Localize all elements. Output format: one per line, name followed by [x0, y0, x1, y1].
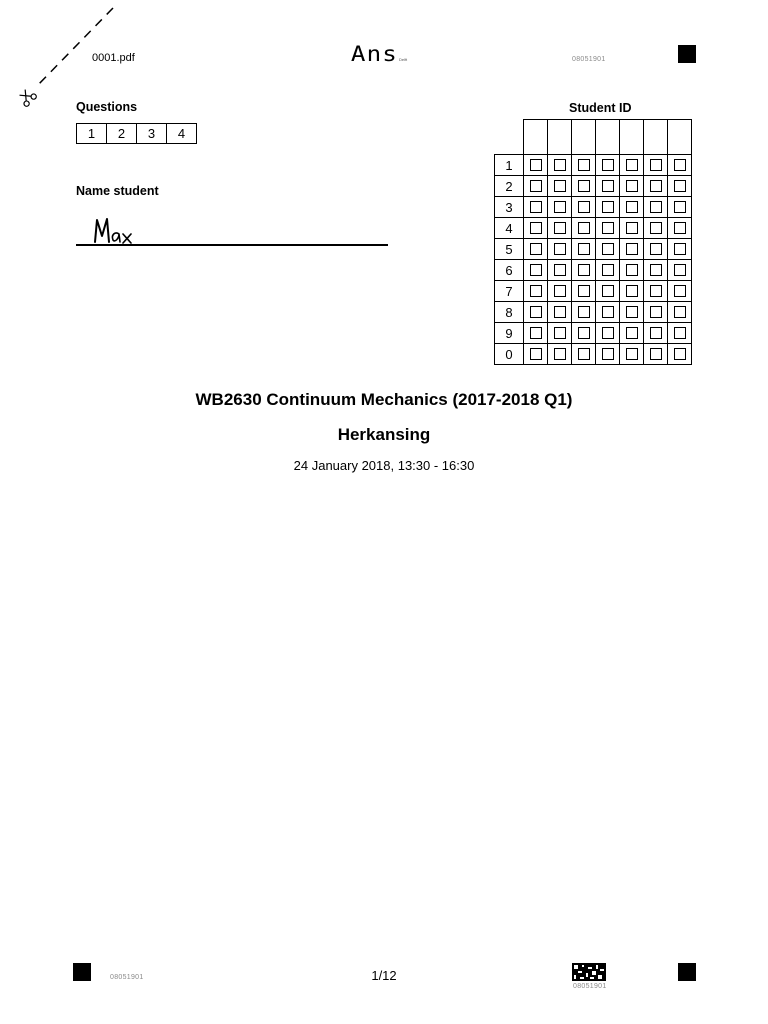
page-number: 1/12 [371, 968, 397, 983]
student-id-cell [524, 323, 548, 344]
student-id-checkbox[interactable] [530, 201, 542, 213]
header-code: 08051901 [572, 56, 606, 63]
student-id-checkbox[interactable] [674, 327, 686, 339]
student-id-checkbox[interactable] [578, 306, 590, 318]
student-id-checkbox[interactable] [650, 180, 662, 192]
student-id-cell [548, 302, 572, 323]
student-id-checkbox[interactable] [602, 264, 614, 276]
student-id-cell [524, 239, 548, 260]
student-id-cell [524, 344, 548, 365]
student-id-checkbox[interactable] [530, 264, 542, 276]
student-id-cell [596, 218, 620, 239]
student-id-corner [495, 120, 524, 155]
student-id-row [495, 197, 692, 218]
student-id-checkbox[interactable] [530, 180, 542, 192]
student-id-checkbox[interactable] [530, 285, 542, 297]
ans-logo-text: Ans [350, 42, 399, 66]
student-id-checkbox[interactable] [554, 306, 566, 318]
student-id-cell [596, 197, 620, 218]
question-box-4[interactable]: 4 [166, 123, 197, 144]
student-id-cell [620, 218, 644, 239]
ans-logo [350, 42, 408, 66]
student-id-checkbox[interactable] [554, 159, 566, 171]
student-id-cell [620, 323, 644, 344]
student-id-checkbox[interactable] [650, 264, 662, 276]
student-id-checkbox[interactable] [650, 159, 662, 171]
registration-marker-bottom-right [678, 963, 696, 981]
student-id-cell [572, 239, 596, 260]
student-id-row [495, 239, 692, 260]
student-id-checkbox[interactable] [602, 285, 614, 297]
student-id-cell [644, 323, 668, 344]
student-id-checkbox[interactable] [554, 285, 566, 297]
student-id-checkbox[interactable] [602, 327, 614, 339]
student-id-checkbox[interactable] [578, 222, 590, 234]
student-id-cell [548, 239, 572, 260]
student-id-cell [548, 323, 572, 344]
student-id-cell [620, 239, 644, 260]
student-id-checkbox[interactable] [626, 327, 638, 339]
student-id-cell [596, 176, 620, 197]
student-id-row [495, 176, 692, 197]
student-id-checkbox[interactable] [650, 327, 662, 339]
student-id-cell [524, 260, 548, 281]
student-id-checkbox[interactable] [602, 222, 614, 234]
student-id-entry-row [495, 120, 692, 155]
student-id-cell [572, 260, 596, 281]
student-id-checkbox[interactable] [554, 243, 566, 255]
student-id-cell [596, 155, 620, 176]
student-id-cell [668, 323, 692, 344]
student-id-cell [668, 155, 692, 176]
student-id-cell [668, 197, 692, 218]
student-id-cell [548, 260, 572, 281]
student-id-digit-label: 5 [495, 239, 524, 260]
student-id-cell [620, 281, 644, 302]
student-id-label: Student ID [569, 101, 632, 115]
student-id-cell [668, 302, 692, 323]
student-id-checkbox[interactable] [674, 243, 686, 255]
student-id-cell [668, 239, 692, 260]
student-id-cell [644, 239, 668, 260]
footer-code-right: 08051901 [573, 983, 607, 990]
student-id-checkbox[interactable] [530, 348, 542, 360]
student-id-checkbox[interactable] [602, 201, 614, 213]
student-id-entry-cell[interactable] [644, 120, 668, 155]
student-id-cell [596, 239, 620, 260]
student-id-cell [668, 344, 692, 365]
student-id-checkbox[interactable] [674, 285, 686, 297]
questions-boxes [76, 123, 197, 144]
student-id-cell [596, 344, 620, 365]
student-id-row [495, 155, 692, 176]
student-id-checkbox[interactable] [626, 243, 638, 255]
student-id-cell [596, 323, 620, 344]
student-id-checkbox[interactable] [674, 264, 686, 276]
student-id-checkbox[interactable] [530, 159, 542, 171]
student-id-cell [524, 155, 548, 176]
student-id-row [495, 323, 692, 344]
student-id-checkbox[interactable] [674, 306, 686, 318]
student-id-row [495, 218, 692, 239]
student-id-cell [524, 176, 548, 197]
student-id-checkbox[interactable] [674, 159, 686, 171]
student-id-checkbox[interactable] [530, 327, 542, 339]
student-id-cell [620, 260, 644, 281]
student-id-cell [548, 218, 572, 239]
student-id-digit-label: 8 [495, 302, 524, 323]
student-id-cell [644, 176, 668, 197]
student-id-checkbox[interactable] [602, 306, 614, 318]
student-id-checkbox[interactable] [578, 180, 590, 192]
student-id-checkbox[interactable] [602, 159, 614, 171]
student-id-row [495, 281, 692, 302]
exam-date: 24 January 2018, 13:30 - 16:30 [293, 458, 475, 473]
student-id-checkbox[interactable] [578, 348, 590, 360]
student-id-cell [524, 281, 548, 302]
student-id-cell [620, 197, 644, 218]
student-id-cell [572, 323, 596, 344]
student-id-checkbox[interactable] [650, 285, 662, 297]
student-id-row [495, 344, 692, 365]
handwritten-name [92, 214, 142, 246]
registration-marker-top-right [678, 45, 696, 63]
student-id-cell [572, 218, 596, 239]
student-id-checkbox[interactable] [578, 327, 590, 339]
student-id-checkbox[interactable] [554, 264, 566, 276]
footer-code-left: 08051901 [110, 974, 144, 981]
student-id-checkbox[interactable] [578, 159, 590, 171]
student-id-checkbox[interactable] [578, 243, 590, 255]
student-id-checkbox[interactable] [602, 348, 614, 360]
student-id-entry-cell[interactable] [548, 120, 572, 155]
student-id-entry-cell[interactable] [572, 120, 596, 155]
student-id-checkbox[interactable] [578, 264, 590, 276]
name-student-label: Name student [76, 184, 159, 198]
student-id-checkbox[interactable] [554, 348, 566, 360]
student-id-cell [524, 197, 548, 218]
student-id-checkbox[interactable] [674, 348, 686, 360]
student-id-checkbox[interactable] [650, 201, 662, 213]
name-student-line [76, 244, 388, 246]
student-id-cell [548, 197, 572, 218]
question-box-1[interactable]: 1 [76, 123, 107, 144]
student-id-checkbox[interactable] [530, 222, 542, 234]
questions-label: Questions [76, 100, 138, 114]
student-id-cell [572, 302, 596, 323]
student-id-entry-cell[interactable] [524, 120, 548, 155]
student-id-cell [644, 218, 668, 239]
student-id-checkbox[interactable] [554, 327, 566, 339]
qr-code [572, 963, 606, 981]
student-id-digit-label: 1 [495, 155, 524, 176]
scissors-icon [17, 87, 37, 107]
student-id-cell [644, 281, 668, 302]
student-id-checkbox[interactable] [674, 180, 686, 192]
student-id-digit-label: 7 [495, 281, 524, 302]
filename: 0001.pdf [92, 52, 135, 64]
student-id-entry-cell[interactable] [596, 120, 620, 155]
student-id-cell [548, 344, 572, 365]
student-id-cell [572, 197, 596, 218]
student-id-digit-label: 4 [495, 218, 524, 239]
student-id-row [495, 260, 692, 281]
student-id-cell [572, 344, 596, 365]
student-id-digit-label: 0 [495, 344, 524, 365]
student-id-checkbox[interactable] [650, 348, 662, 360]
student-id-cell [524, 218, 548, 239]
student-id-cell [548, 281, 572, 302]
student-id-checkbox[interactable] [602, 180, 614, 192]
student-id-checkbox[interactable] [626, 285, 638, 297]
student-id-cell [644, 344, 668, 365]
student-id-cell [548, 176, 572, 197]
student-id-cell [572, 281, 596, 302]
student-id-checkbox[interactable] [650, 306, 662, 318]
exam-subtitle: Herkansing [337, 425, 431, 444]
student-id-cell [668, 176, 692, 197]
student-id-cell [572, 155, 596, 176]
student-id-grid [494, 119, 692, 365]
student-id-cell [524, 302, 548, 323]
student-id-checkbox[interactable] [554, 201, 566, 213]
student-id-checkbox[interactable] [602, 243, 614, 255]
student-id-checkbox[interactable] [626, 348, 638, 360]
student-id-digit-label: 9 [495, 323, 524, 344]
student-id-cell [644, 260, 668, 281]
student-id-digit-label: 2 [495, 176, 524, 197]
student-id-checkbox[interactable] [674, 201, 686, 213]
student-id-checkbox[interactable] [626, 180, 638, 192]
student-id-cell [620, 155, 644, 176]
student-id-digit-label: 6 [495, 260, 524, 281]
student-id-cell [644, 155, 668, 176]
student-id-checkbox[interactable] [650, 222, 662, 234]
student-id-cell [644, 302, 668, 323]
student-id-checkbox[interactable] [578, 285, 590, 297]
student-id-checkbox[interactable] [530, 306, 542, 318]
question-box-3[interactable]: 3 [136, 123, 167, 144]
student-id-cell [596, 302, 620, 323]
ans-logo-subtext: Delft [398, 57, 408, 62]
student-id-entry-cell[interactable] [620, 120, 644, 155]
student-id-entry-cell[interactable] [668, 120, 692, 155]
student-id-cell [572, 176, 596, 197]
student-id-cell [596, 281, 620, 302]
student-id-cell [596, 260, 620, 281]
student-id-cell [620, 302, 644, 323]
student-id-checkbox[interactable] [626, 306, 638, 318]
student-id-checkbox[interactable] [530, 243, 542, 255]
student-id-row [495, 302, 692, 323]
student-id-checkbox[interactable] [626, 222, 638, 234]
student-id-checkbox[interactable] [554, 180, 566, 192]
student-id-digit-label: 3 [495, 197, 524, 218]
student-id-cell [668, 281, 692, 302]
student-id-cell [644, 197, 668, 218]
exam-title: WB2630 Continuum Mechanics (2017-2018 Q1) [195, 390, 573, 409]
student-id-checkbox[interactable] [626, 159, 638, 171]
student-id-cell [620, 176, 644, 197]
student-id-cell [668, 260, 692, 281]
student-id-checkbox[interactable] [674, 222, 686, 234]
student-id-checkbox[interactable] [554, 222, 566, 234]
student-id-checkbox[interactable] [626, 264, 638, 276]
student-id-checkbox[interactable] [650, 243, 662, 255]
student-id-checkbox[interactable] [578, 201, 590, 213]
student-id-cell [620, 344, 644, 365]
student-id-cell [548, 155, 572, 176]
question-box-2[interactable]: 2 [106, 123, 137, 144]
student-id-checkbox[interactable] [626, 201, 638, 213]
student-id-cell [668, 218, 692, 239]
